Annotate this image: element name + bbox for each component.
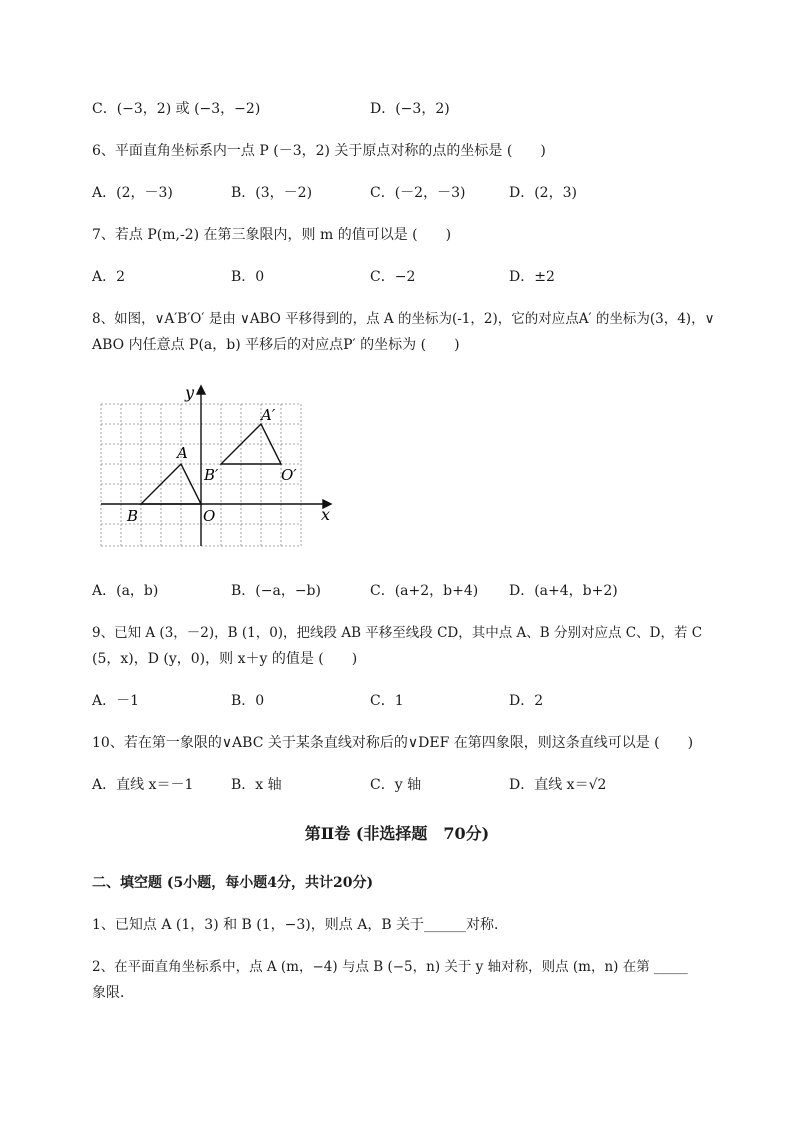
x-axis-label: x — [321, 505, 331, 524]
q8-option-a: A．(a，b) — [92, 583, 159, 599]
q9-stem-line2: (5，x)，D (y，0)，则 x＋y 的值是 ( ) — [92, 651, 358, 667]
q10-option-c: C．y 轴 — [370, 777, 422, 793]
part-2-title: 第Ⅱ卷 (非选择题 70分) — [304, 824, 490, 843]
q6-option-b: B．(3，－2) — [231, 185, 313, 201]
fill-2-stem-line1: 2、在平面直角坐标系中，点 A (m，−4) 与点 B (−5，n) 关于 y 轴对称，则点 (m，n) 在第 _____ — [92, 959, 688, 975]
y-axis-arrow — [197, 386, 205, 394]
q8-option-b: B．(−a，−b) — [231, 583, 321, 599]
point-b-prime-label: B′ — [204, 466, 219, 484]
fill-2-stem-line2: 象限． — [92, 985, 134, 1001]
point-a-label: A — [177, 444, 188, 462]
origin-label: O — [203, 507, 216, 525]
point-b-label: B — [127, 507, 139, 525]
q6-option-a: A．(2，－3) — [92, 185, 173, 201]
fill-1-stem: 1、已知点 A (1，3) 和 B (1，−3)，则点 A，B 关于______对称． — [92, 917, 509, 933]
q6-stem: 6、平面直角坐标系内一点 P (－3，2) 关于原点对称的点的坐标是 ( ) — [92, 143, 546, 159]
q7-option-d: D．±2 — [509, 269, 555, 285]
q7-option-c: C．−2 — [370, 269, 416, 285]
point-o-prime-label: O′ — [281, 466, 297, 484]
q8-stem-line1: 8、如图，∨A′B′O′ 是由 ∨ABO 平移得到的，点 A 的坐标为(-1，2)，它的对应点A′ 的坐标为(3，4)，∨ — [92, 311, 715, 327]
section-2-heading: 二、填空题 (5小题，每小题4分，共计20分) — [92, 875, 374, 891]
q8-option-c: C．(a+2，b+4) — [370, 583, 479, 599]
q8-stem-line2: ABO 内任意点 P(a，b) 平移后的对应点P′ 的坐标为 ( ) — [92, 337, 460, 353]
q7-option-a: A．2 — [92, 269, 126, 285]
q9-option-d: D．2 — [509, 693, 544, 709]
q7-stem: 7、若点 P(m,-2) 在第三象限内，则 m 的值可以是 ( ) — [92, 227, 452, 243]
q9-option-c: C．1 — [370, 693, 404, 709]
q5-option-c: C．(−3，2) 或 (−3，−2) — [92, 101, 261, 117]
q9-stem-line1: 9、已知 A (3，－2)，B (1，0)，把线段 AB 平移至线段 CD，其中点 A、B 分别对应点 C、D，若 C — [92, 625, 703, 641]
q10-option-b: B．x 轴 — [231, 777, 282, 793]
q5-option-d: D．(−3，2) — [370, 101, 450, 117]
q10-option-a: A．直线 x＝－1 — [92, 777, 194, 793]
q6-option-d: D．(2，3) — [509, 185, 577, 201]
q7-option-b: B．0 — [231, 269, 265, 285]
q10-option-d: D．直线 x＝√2 — [509, 777, 607, 793]
point-a-prime-label: A′ — [261, 406, 276, 424]
q6-option-c: C．(－2，－3) — [370, 185, 466, 201]
coordinate-grid-figure — [95, 380, 340, 552]
q9-option-b: B．0 — [231, 693, 265, 709]
q8-option-d: D．(a+4，b+2) — [509, 583, 618, 599]
q10-stem: 10、若在第一象限的∨ABC 关于某条直线对称后的∨DEF 在第四象限，则这条直线可以是 ( ) — [92, 735, 694, 751]
q9-option-a: A．－1 — [92, 693, 140, 709]
y-axis-label: y — [185, 383, 195, 402]
